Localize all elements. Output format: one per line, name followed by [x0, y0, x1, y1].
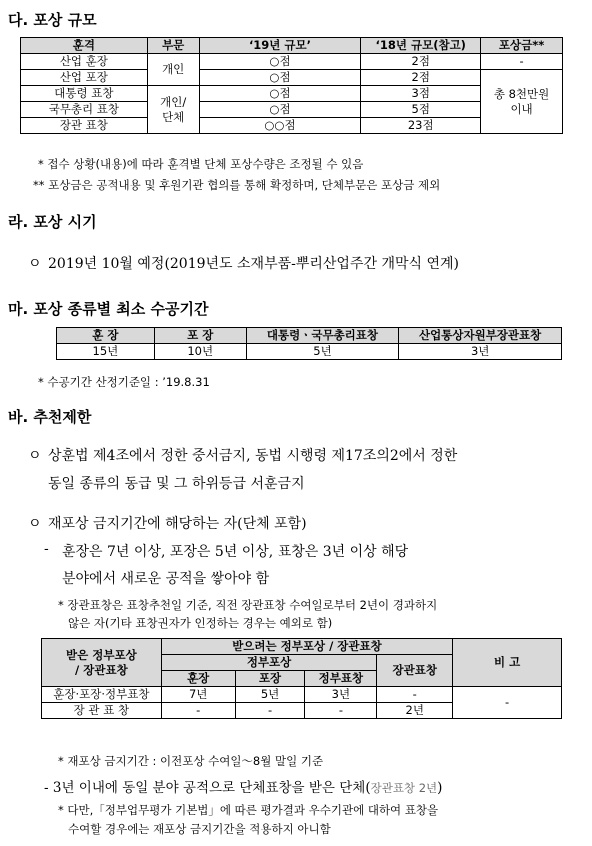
cell-rank: 장관 표창: [21, 118, 148, 134]
group-award-minister-period: 장관표창 2년: [370, 781, 438, 795]
cell-gov-commendation: -: [305, 703, 377, 719]
header-prize: 포상금**: [481, 38, 563, 54]
limit-1-line1: 상훈법 제4조에서 정한 중서금지, 동법 시행령 제17조의2에서 정한: [48, 448, 458, 464]
header-order: 훈 장: [57, 328, 155, 344]
header-gov-commendation: 정부표창: [305, 671, 377, 687]
cell-medal: 5년: [235, 687, 305, 703]
cell-2019: ○점: [199, 54, 361, 70]
cell-prize-dash: -: [481, 54, 563, 70]
cell-2019: ○○점: [199, 118, 361, 134]
header-received: [42, 639, 162, 687]
cell-2018: 2점: [361, 70, 481, 86]
cell-remark: -: [453, 687, 562, 719]
value-president-pm: 5년: [246, 344, 399, 360]
reaward-period-line2: 분야에서 새로운 공적을 쌓아야 함: [62, 571, 270, 587]
section-title-recommendation-limits: 바. 추천제한: [8, 408, 92, 426]
header-to-receive: 받으려는 정부포상 / 장관표창: [161, 639, 452, 655]
header-medal: 포장: [235, 671, 305, 687]
header-rank: 훈격: [21, 38, 148, 54]
value-order: 15년: [57, 344, 155, 360]
value-minister: 3년: [399, 344, 562, 360]
cell-2019: ○점: [199, 70, 361, 86]
cell-minister: -: [377, 687, 453, 703]
dash-marker: -: [44, 541, 49, 557]
cell-2018: 23점: [361, 118, 481, 134]
header-order: 훈장: [161, 671, 235, 687]
cell-gov-commendation: 3년: [305, 687, 377, 703]
cell-2018: 2점: [361, 54, 481, 70]
cell-2018: 3점: [361, 86, 481, 102]
cell-category-individual: 개인: [147, 54, 199, 86]
header-remark: 비 고: [453, 639, 562, 687]
note-minister-award-line1: * 장관표창은 표창추천일 기준, 직전 장관표창 수여일로부터 2년이 경과하지: [58, 598, 438, 612]
cell-rank: 산업 훈장: [21, 54, 148, 70]
cell-minister: 2년: [377, 703, 453, 719]
bullet-circle: ㅇ: [28, 448, 42, 464]
cell-rank: 대통령 표창: [21, 86, 148, 102]
limit-2-text: 재포상 금지기간에 해당하는 자(단체 포함): [48, 516, 307, 532]
cell-category-mixed: [147, 86, 199, 134]
header-received-line2: / 장관표창: [75, 662, 128, 677]
header-medal: 포 장: [154, 328, 246, 344]
reaward-period-line1: 훈장은 7년 이상, 포장은 5년 이상, 표창은 3년 이상 해당: [62, 544, 409, 560]
header-gov-award: 정부포상: [161, 655, 377, 671]
reaward-restriction-table: [41, 638, 562, 719]
category-mixed-line2: 단체: [162, 109, 185, 124]
limit-1-line2: 동일 종류의 동급 및 그 하위등급 서훈금지: [48, 476, 305, 492]
min-service-period-table: [56, 327, 562, 360]
note-exception-line1: * 다만,「정부업무평가 기본법」에 따른 평가결과 우수기관에 대하여 표창을: [58, 803, 439, 817]
award-timing-text: 2019년 10월 예정(2019년도 소재부품-뿌리산업주간 개막식 연계): [48, 256, 459, 272]
cell-rank: 산업 포장: [21, 70, 148, 86]
group-award-close: ): [437, 780, 443, 796]
cell-order: 7년: [161, 687, 235, 703]
note-minister-award-line2: 않은 자(기타 표창권자가 인정하는 경우는 예외로 함): [68, 616, 333, 630]
header-president-pm: 대통령ㆍ국무총리표창: [246, 328, 399, 344]
cell-order: -: [161, 703, 235, 719]
cell-prize-total: [481, 70, 563, 134]
header-2018-scale: ‘18년 규모(참고): [361, 38, 481, 54]
note-exception-line2: 수여할 경우에는 재포상 금지기간을 적용하지 아니함: [68, 822, 331, 836]
row-label: 훈장·포장·정부표창: [42, 687, 162, 703]
section-title-min-service-period: 마. 포상 종류별 최소 수공기간: [8, 300, 209, 318]
header-2019-scale: ‘19년 규모’: [199, 38, 361, 54]
award-scale-table: [20, 37, 563, 134]
prize-line1: 총 8천만원: [493, 86, 550, 101]
cell-2018: 5점: [361, 102, 481, 118]
value-medal: 10년: [154, 344, 246, 360]
cell-rank: 국무총리 표창: [21, 102, 148, 118]
section-title-award-scale: 다. 포상 규모: [8, 11, 97, 29]
cell-2019: ○점: [199, 86, 361, 102]
note-prize-determination: ** 포상금은 공적내용 및 후원기관 협의를 통해 확정하며, 단체부문은 포상금 제외: [33, 178, 441, 192]
prize-line2: 이내: [510, 101, 533, 116]
bullet-circle: ㅇ: [28, 516, 42, 532]
bullet-circle: ㅇ: [28, 256, 42, 272]
row-label: 장 관 표 창: [42, 703, 162, 719]
group-award-text: - 3년 이내에 동일 분야 공적으로 단체표창을 받은 단체(: [44, 780, 371, 796]
note-scale-adjustable: * 접수 상황(내용)에 따라 훈격별 단체 포상수량은 조정될 수 있음: [38, 157, 364, 171]
section-title-award-timing: 라. 포상 시기: [8, 213, 97, 231]
note-reaward-basis: * 재포상 금지기간 : 이전포상 수여일～8월 말일 기준: [58, 754, 324, 768]
note-base-date: * 수공기간 산정기준일 : ’19.8.31: [38, 375, 210, 389]
group-award-restriction: [44, 776, 442, 796]
category-mixed-line1: 개인/: [160, 94, 187, 109]
header-minister: 산업통상자원부장관표창: [399, 328, 562, 344]
header-minister-award: 장관표창: [377, 655, 453, 687]
cell-medal: -: [235, 703, 305, 719]
header-category: 부문: [147, 38, 199, 54]
header-received-line1: 받은 정부포상: [66, 647, 137, 662]
cell-2019: ○점: [199, 102, 361, 118]
